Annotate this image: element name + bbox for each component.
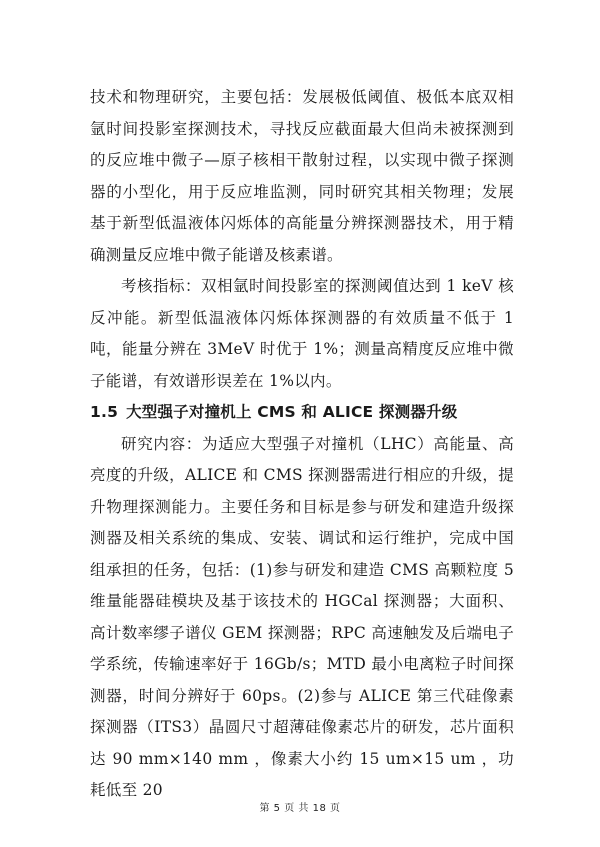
section-heading: [90, 397, 514, 429]
section-number: 1.5: [90, 403, 119, 421]
paragraph-research-continued: 技术和物理研究，主要包括：发展极低阈值、极低本底双相氩时间投影室探测技术，寻找反应截面最大但尚未被探测到的反应堆中微子—原子核相干散射过程，以实现中微子探测器的小型化，用于反应堆监测，同时研究其相关物理；发展基于新型低温液体闪烁体的高能量分辨探测器技术，用于精确测量反应堆中微子能谱及核素谱。: [90, 88, 514, 264]
page-footer: 第 5 页 共 18 页: [259, 803, 341, 814]
document-body: [90, 82, 514, 807]
paragraph-assessment-indicators: 考核指标：双相氩时间投影室的探测阈值达到 1 keV 核反冲能。新型低温液体闪烁体探测器的有效质量不低于 1 吨，能量分辨在 3MeV 时优于 1%；测量高精度反应堆中微子能谱，有效谱形误差在 1%以内。: [90, 277, 514, 390]
section-title: 大型强子对撞机上 CMS 和 ALICE 探测器升级: [126, 403, 458, 421]
paragraph-research-content: 研究内容：为适应大型强子对撞机（LHC）高能量、高亮度的升级，ALICE 和 CMS 探测器需进行相应的升级，提升物理探测能力。主要任务和目标是参与研发和建造升级探测器及相关系统的集成、安装、调试和运行维护，完成中国组承担的任务，包括：(1)参与研发和建造 CMS 高颗粒度 5 维量能器硅模块及基于该技术的 HGCal 探测器；大面积、高计数率缪子谱仪 GEM 探测器；RPC 高速触发及后端电子学系统，传输速率好于 16Gb/s；MTD 最小电离粒子时间探测器，时间分辨好于 60ps。(2)参与 ALICE 第三代硅像素探测器（ITS3）晶圆尺寸超薄硅像素芯片的研发，芯片面积达 90 mm×140 mm ，像素大小约 15 um×15 um ，功耗低至 20: [90, 434, 514, 799]
